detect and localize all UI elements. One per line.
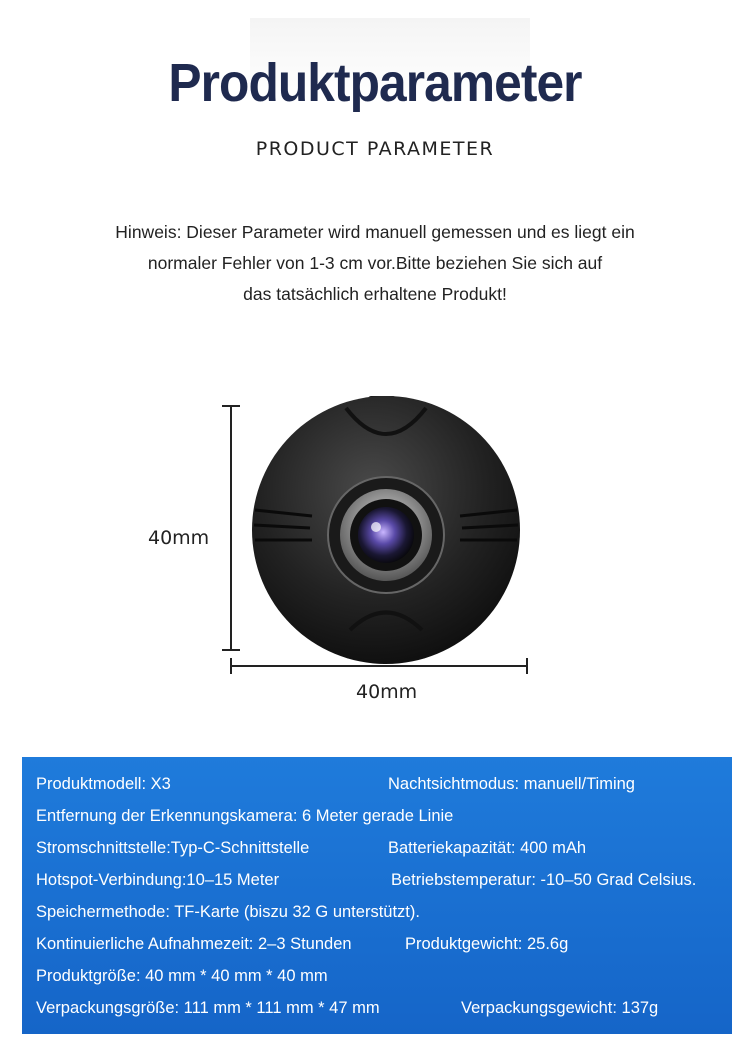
spec-power: Stromschnittstelle:Typ-C-Schnittstelle [36,839,310,857]
spec-weight: Produktgewicht: 25.6g [405,935,569,953]
page-title: Produktparameter [168,53,582,113]
height-dimension-line [222,406,240,650]
spec-storage: Speichermethode: TF-Karte (biszu 32 G unterstützt). [36,903,420,921]
width-label: 40mm [356,681,418,703]
spec-recording: Kontinuierliche Aufnahmezeit: 2–3 Stunden [36,935,352,953]
note-line-1: Hinweis: Dieser Parameter wird manuell gemessen und es liegt ein [115,222,635,242]
note-line-2: normaler Fehler von 1-3 cm vor.Bitte beziehen Sie sich auf [147,253,603,273]
page-subtitle: PRODUCT PARAMETER [255,138,495,160]
spec-panel [22,757,732,1034]
spec-hotspot: Hotspot-Verbindung:10–15 Meter [36,871,280,889]
spec-package-weight: Verpackungsgewicht: 137g [461,999,659,1017]
height-label: 40mm [148,527,210,549]
spec-size: Produktgröße: 40 mm * 40 mm * 40 mm [36,967,328,985]
spec-temperature: Betriebstemperatur: -10–50 Grad Celsius. [391,871,697,889]
spec-distance: Entfernung der Erkennungskamera: 6 Meter gerade Linie [36,807,454,825]
camera-product-image [0,380,750,710]
spec-battery: Batteriekapazität: 400 mAh [388,839,587,857]
spec-model: Produktmodell: X3 [36,775,171,793]
note-line-3: das tatsächlich erhaltene Produkt! [243,284,507,304]
spec-night-vision: Nachtsichtmodus: manuell/Timing [388,775,635,793]
spec-package-size: Verpackungsgröße: 111 mm * 111 mm * 47 mm [36,999,380,1017]
